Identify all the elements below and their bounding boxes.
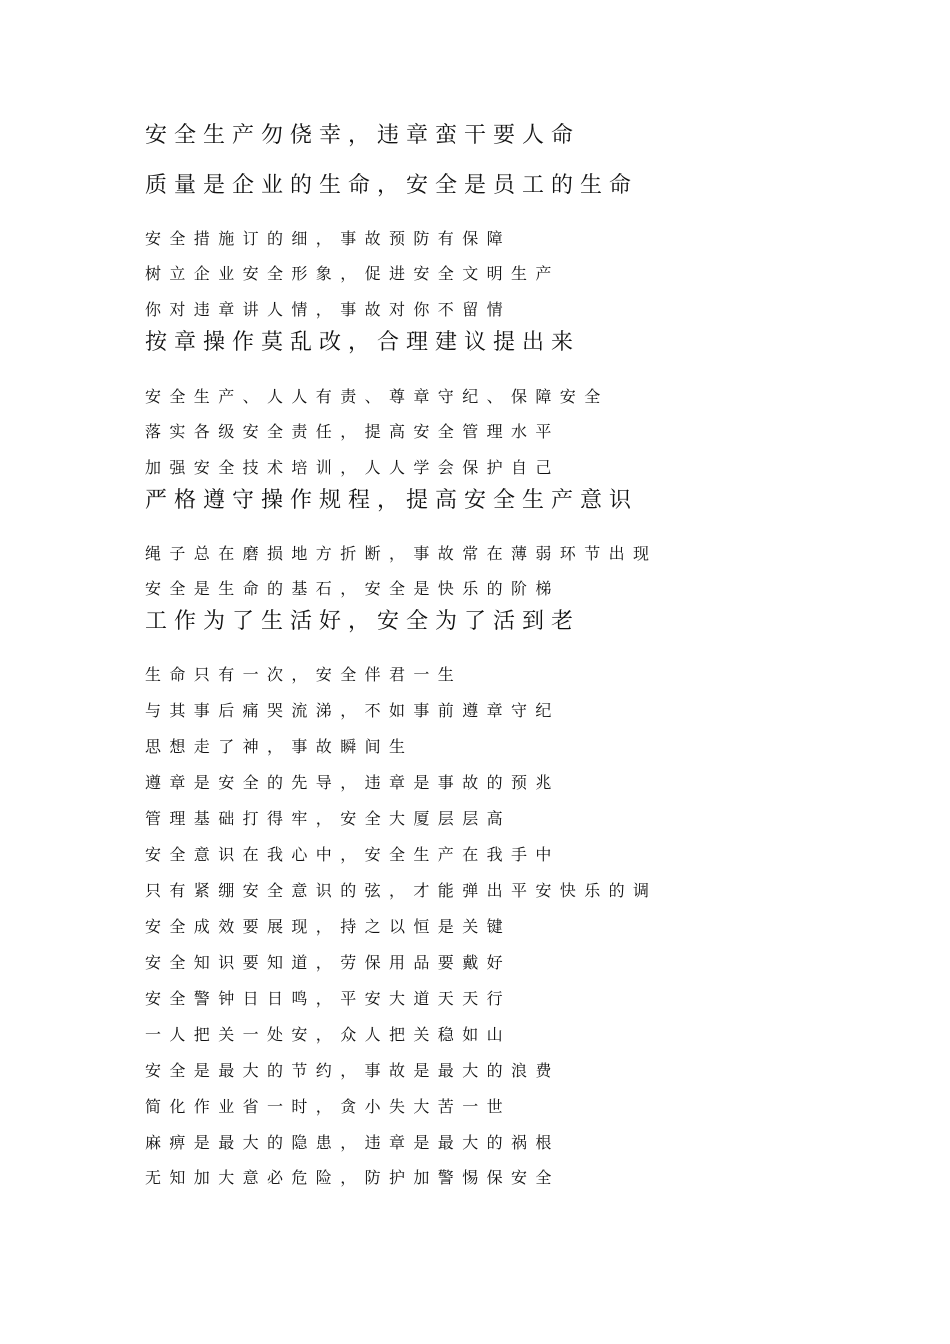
slogan-line: 与其事后痛哭流涕，不如事前遵章守纪: [145, 701, 560, 720]
slogan-line: 安全是最大的节约，事故是最大的浪费: [145, 1061, 560, 1080]
slogan-line: 安全是生命的基石，安全是快乐的阶梯: [145, 579, 560, 598]
slogan-line: 工作为了生活好，安全为了活到老: [145, 609, 581, 634]
slogan-line: 你对违章讲人情，事故对你不留情: [145, 300, 512, 319]
slogan-line: 安全意识在我心中，安全生产在我手中: [145, 845, 560, 864]
slogan-line: 简化作业省一时，贪小失大苦一世: [145, 1097, 512, 1116]
slogan-line: 按章操作莫乱改，合理建议提出来: [145, 330, 581, 355]
slogan-line: 落实各级安全责任，提高安全管理水平: [145, 422, 560, 441]
slogan-line: 质量是企业的生命，安全是员工的生命: [145, 173, 639, 198]
slogan-line: 管理基础打得牢，安全大厦层层高: [145, 809, 512, 828]
slogan-line: 树立企业安全形象，促进安全文明生产: [145, 264, 560, 283]
slogan-line: 安全成效要展现，持之以恒是关键: [145, 917, 512, 936]
slogan-line: 只有紧绷安全意识的弦，才能弹出平安快乐的调: [145, 881, 658, 900]
slogan-line: 思想走了神，事故瞬间生: [145, 737, 414, 756]
slogan-line: 安全警钟日日鸣，平安大道天天行: [145, 989, 512, 1008]
slogan-line: 安全生产勿侥幸，违章蛮干要人命: [145, 123, 581, 148]
slogan-line: 安全措施订的细，事故预防有保障: [145, 229, 512, 248]
slogan-line: 一人把关一处安，众人把关稳如山: [145, 1025, 512, 1044]
slogan-line: 加强安全技术培训，人人学会保护自己: [145, 458, 560, 477]
slogan-line: 安全知识要知道，劳保用品要戴好: [145, 953, 512, 972]
slogan-line: 遵章是安全的先导，违章是事故的预兆: [145, 773, 560, 792]
slogan-line: 麻痹是最大的隐患，违章是最大的祸根: [145, 1133, 560, 1152]
slogan-line: 无知加大意必危险，防护加警惕保安全: [145, 1168, 560, 1187]
slogan-line: 安全生产、人人有责、尊章守纪、保障安全: [145, 387, 609, 406]
slogan-line: 生命只有一次，安全伴君一生: [145, 665, 463, 684]
slogan-line: 绳子总在磨损地方折断，事故常在薄弱环节出现: [145, 544, 658, 563]
slogan-line: 严格遵守操作规程，提高安全生产意识: [145, 488, 639, 513]
